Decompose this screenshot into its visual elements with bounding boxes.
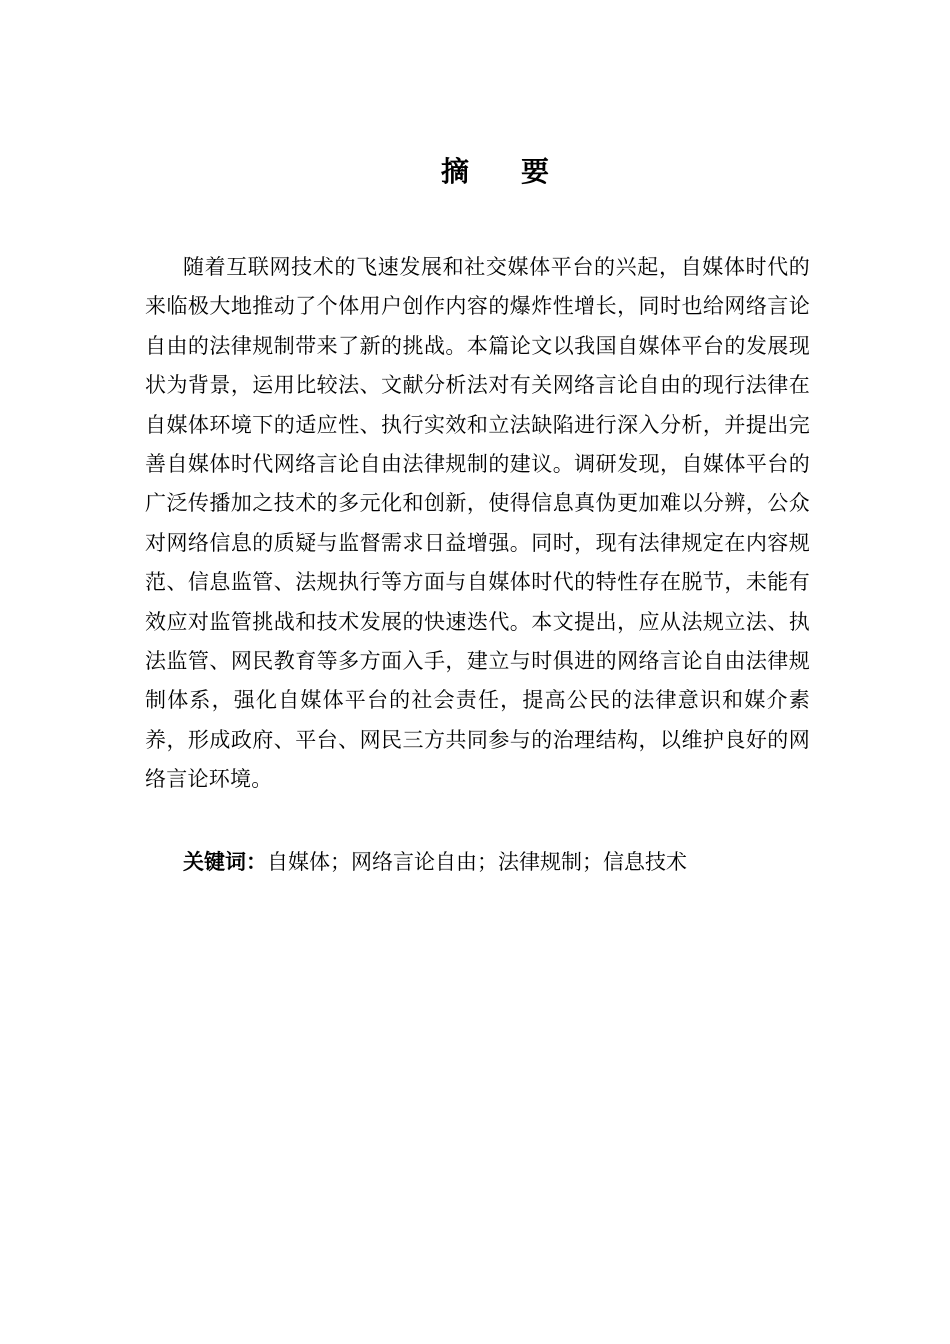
keywords-line [183,842,823,882]
abstract-title [0,152,950,192]
abstract-body: 随着互联网技术的飞速发展和社交媒体平台的兴起，自媒体时代的来临极大地推动了个体用户创作内容的爆炸性增长，同时也给网络言论自由的法律规制带来了新的挑战。本篇论文以我国自媒体平台的发展现状为背景，运用比较法、文献分析法对有关网络言论自由的现行法律在自媒体环境下的适应性、执行实效和立法缺陷进行深入分析，并提出完善自媒体时代网络言论自由法律规制的建议。调研发现，自媒体平台的广泛传播加之技术的多元化和创新，使得信息真伪更加难以分辨，公众对网络信息的质疑与监督需求日益增强。同时，现有法律规定在内容规范、信息监管、法规执行等方面与自媒体时代的特性存在脱节，未能有效应对监管挑战和技术发展的快速迭代。本文提出，应从法规立法、执法监管、网民教育等多方面入手，建立与时俱进的网络言论自由法律规制体系，强化自媒体平台的社会责任，提高公民的法律意识和媒介素养，形成政府、平台、网民三方共同参与的治理结构，以维护良好的网络言论环境。 [145,255,810,792]
keywords-list: 自媒体；网络言论自由；法律规制；信息技术 [267,850,687,874]
abstract-title-char-2: 要 [521,155,550,188]
abstract-title-char-1: 摘 [440,155,469,188]
keywords-label: 关键词： [183,850,267,874]
